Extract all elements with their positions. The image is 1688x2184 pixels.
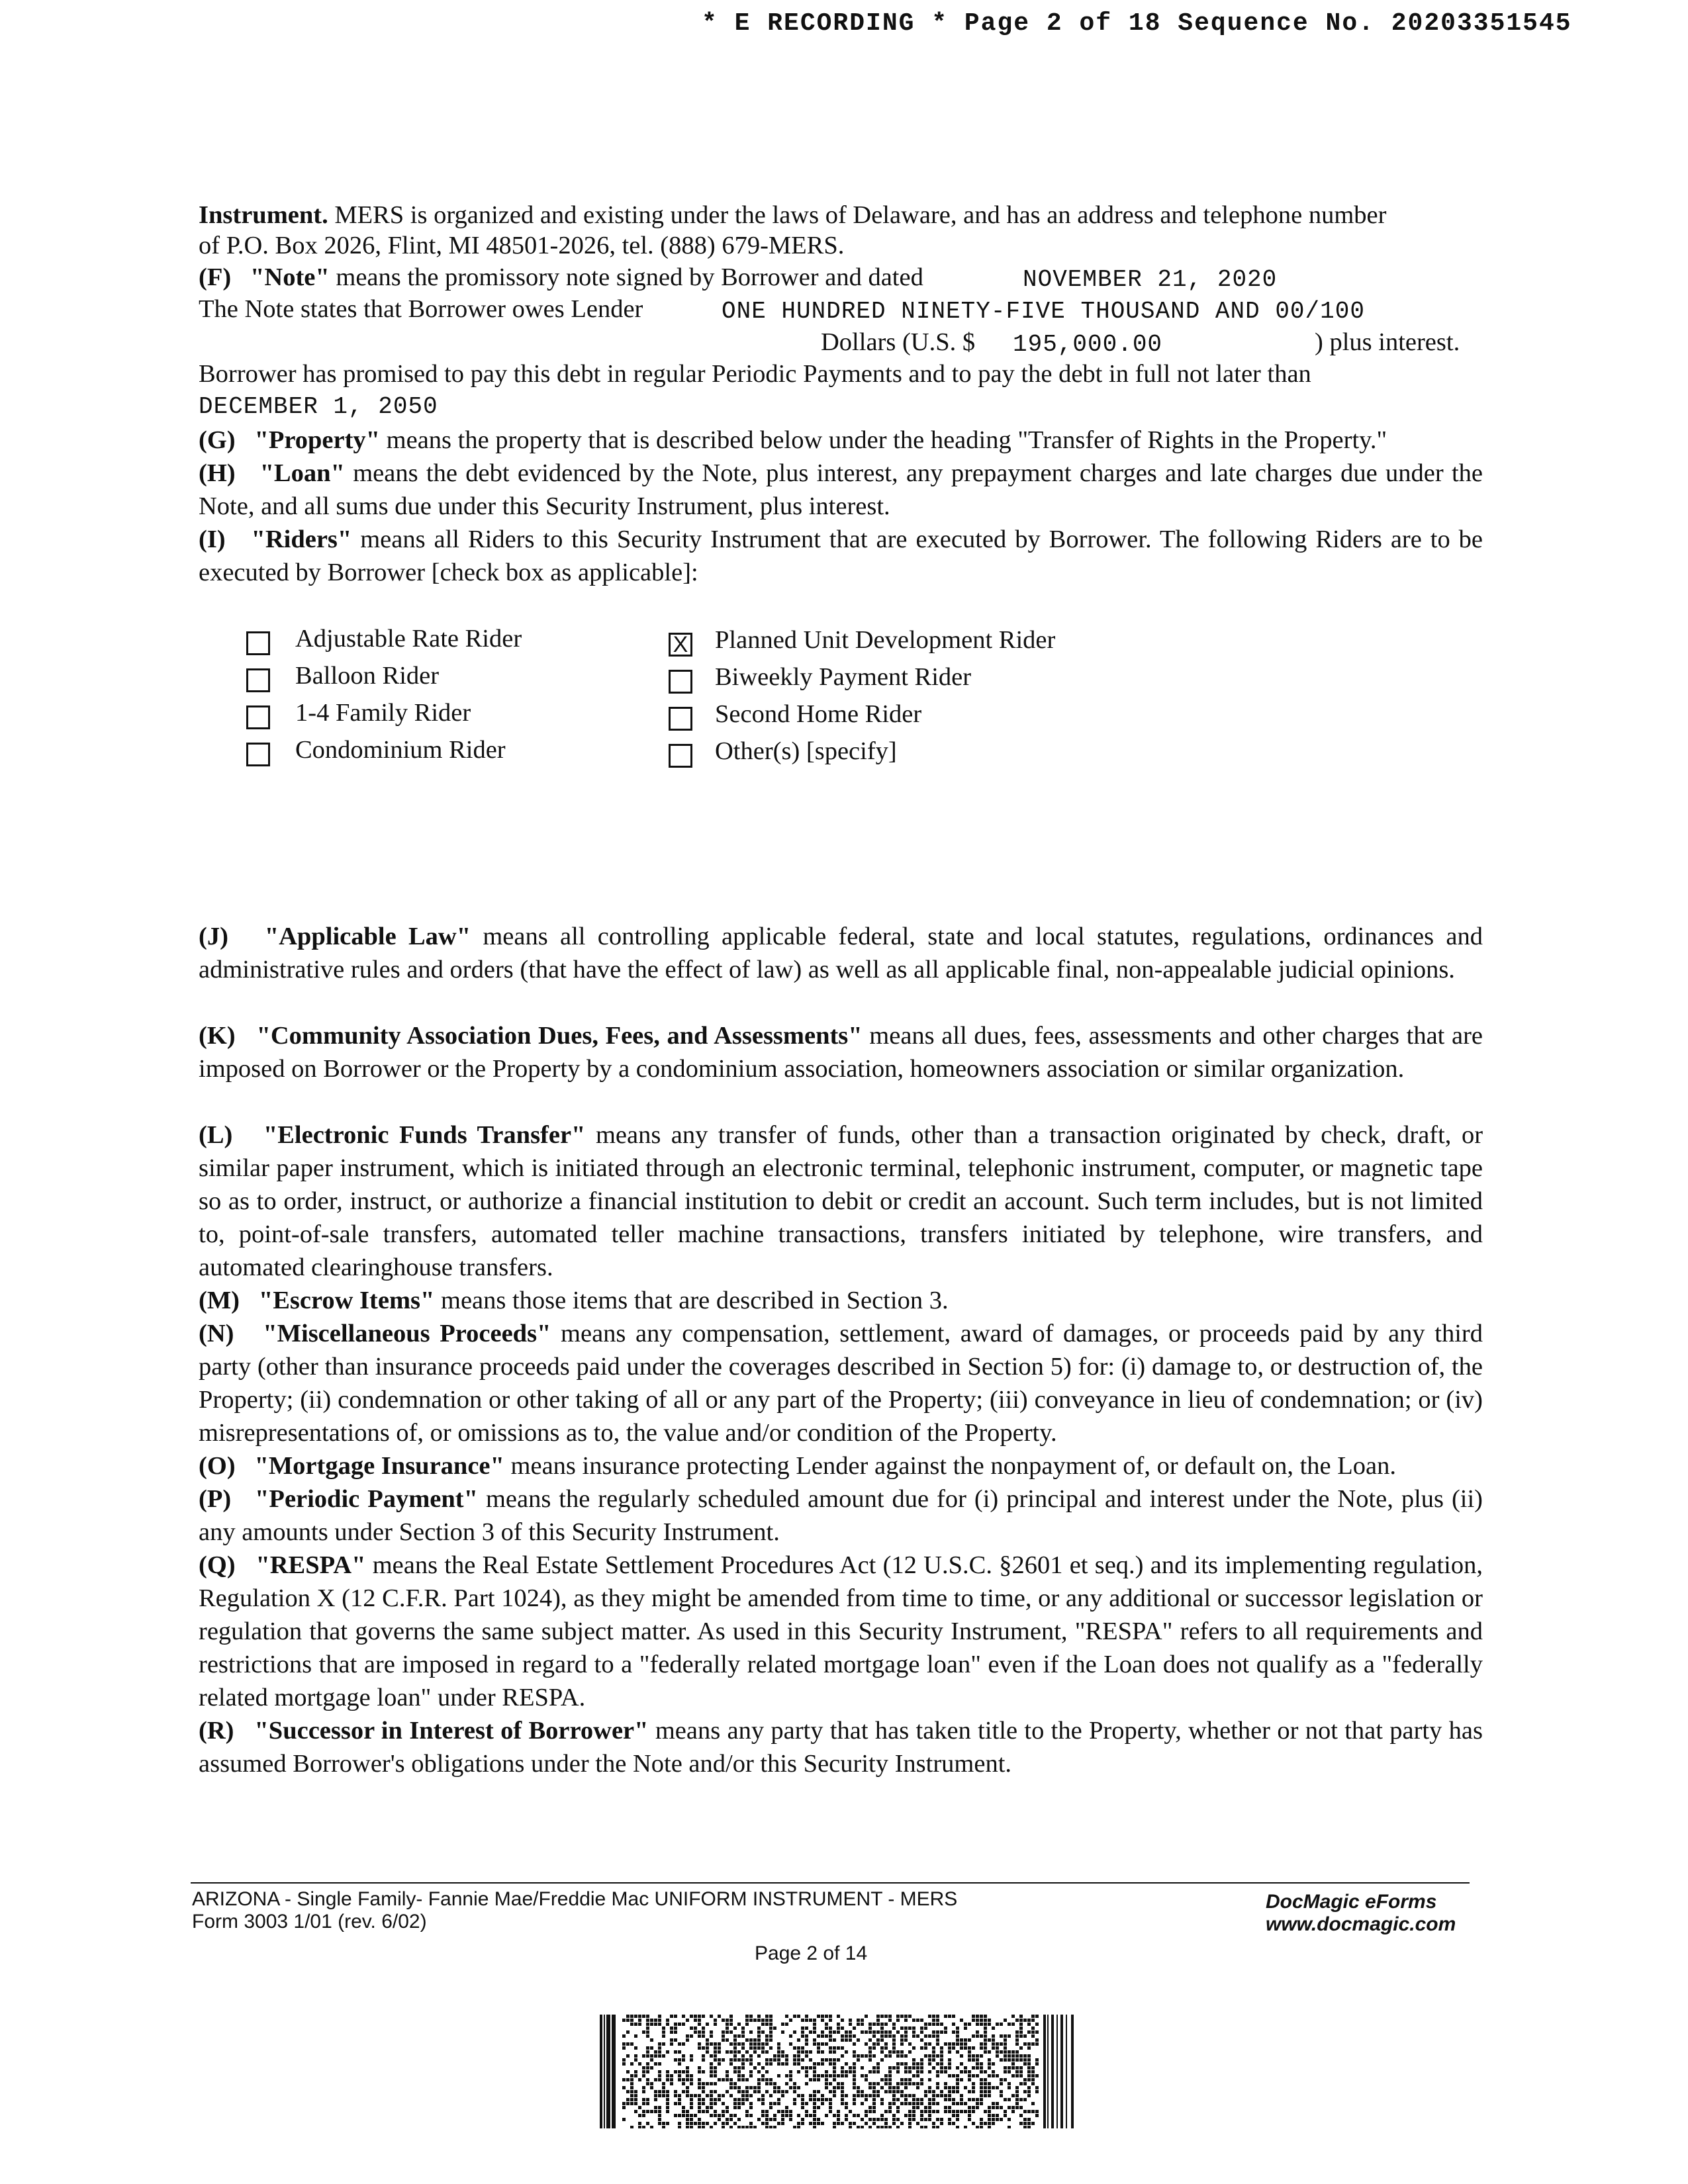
def-letter: (N) — [199, 1320, 234, 1347]
docmagic-website: www.docmagic.com — [1266, 1913, 1456, 1935]
def-text: means all Riders to this Security Instrument that are executed by Borrower. The following Riders are to be executed by Borrower [check box as applicable]: — [199, 525, 1483, 586]
def-term: "Successor in Interest of Borrower" — [254, 1717, 649, 1745]
amount-words: ONE HUNDRED NINETY-FIVE THOUSAND AND 00/100 — [722, 298, 1365, 325]
def-text: means insurance protecting Lender against the nonpayment of, or default on, the Loan. — [504, 1452, 1396, 1480]
rider-label: Balloon Rider — [295, 662, 440, 690]
def-text: means the regularly scheduled amount due for (i) principal and interest under the Note, plus (ii) any amounts under Section 3 of this Security Instrument. — [199, 1485, 1483, 1546]
def-letter: (J) — [199, 923, 228, 950]
docmagic-logo: DocMagic eForms — [1266, 1891, 1437, 1913]
def-letter: (P) — [199, 1485, 232, 1513]
rider-checkbox-1-4-family[interactable] — [246, 705, 270, 729]
intro-lead: Instrument. — [199, 201, 328, 229]
def-i — [199, 523, 1483, 589]
def-n — [199, 1317, 1483, 1449]
def-letter: (G) — [199, 426, 236, 454]
def-term: "Note" — [250, 263, 330, 291]
def-letter: (Q) — [199, 1551, 236, 1579]
def-term: "Electronic Funds Transfer" — [263, 1121, 586, 1149]
footer-divider — [191, 1882, 1470, 1884]
rider-checkbox-planned-unit-development[interactable]: X — [669, 633, 692, 657]
rider-label: Second Home Rider — [715, 700, 922, 728]
recording-header: * E RECORDING * Page 2 of 18 Sequence No. 20203351545 — [702, 9, 1572, 38]
def-text: means all dues, fees, assessments and other charges that are imposed on Borrower or the Property by a condominium association, homeowners association or similar organization. — [199, 1022, 1483, 1083]
rider-checkbox-second-home[interactable] — [669, 707, 692, 731]
def-term: "Escrow Items" — [258, 1287, 435, 1314]
rider-label: Biweekly Payment Rider — [715, 663, 972, 691]
def-letter: (O) — [199, 1452, 236, 1480]
def-m — [199, 1284, 1483, 1317]
def-text: means the Real Estate Settlement Procedures Act (12 U.S.C. §2601 et seq.) and its implementing regulation, Regulation X (12 C.F.R. Part 1024), as they might be amended from time to time, or any additional or successor legislation or regulation that governs the same subject matter. As used in this Security Instrument, "RESPA" refers to all requirements and restrictions that are imposed in regard to a "federally related mortgage loan" even if the Loan does not qualify as a "federally related mortgage loan" under RESPA. — [199, 1551, 1483, 1711]
def-text: means those items that are described in Section 3. — [434, 1287, 949, 1314]
rider-label: Condominium Rider — [295, 736, 506, 764]
def-h — [199, 457, 1483, 523]
intro-text-2: of P.O. Box 2026, Flint, MI 48501-2026, tel. (888) 679-MERS. — [199, 232, 845, 259]
barcode — [600, 2015, 1076, 2128]
def-text: means the property that is described below under the heading "Transfer of Rights in the Property." — [380, 426, 1387, 454]
def-text: means the debt evidenced by the Note, plus interest, any prepayment charges and late charges due under the Note, and all sums due under this Security Instrument, plus interest. — [199, 459, 1483, 520]
def-o — [199, 1449, 1483, 1482]
def-letter: (L) — [199, 1121, 233, 1149]
rider-checkbox-balloon[interactable] — [246, 668, 270, 692]
def-g — [199, 424, 1483, 457]
def-text: means any transfer of funds, other than a transaction originated by check, draft, or similar paper instrument, which is initiated through an electronic terminal, telephonic instrument, computer, or magnetic tape so as to order, instruct, or authorize a financial institution to debit or credit an account. Such term includes, but is not limited to, point-of-sale transfers, automated teller machine transactions, transfers initiated by telephone, wire transfers, and automated clearinghouse transfers. — [199, 1121, 1483, 1281]
rider-label: Planned Unit Development Rider — [715, 626, 1056, 654]
def-term: "Property" — [254, 426, 381, 454]
def-text: means any party that has taken title to the Property, whether or not that party has assumed Borrower's obligations under the Note and/or this Security Instrument. — [199, 1717, 1483, 1778]
def-letter: (M) — [199, 1287, 240, 1314]
def-q — [199, 1549, 1483, 1714]
def-text: means all controlling applicable federal, state and local statutes, regulations, ordinances and administrative rules and orders (that have the effect of law) as well as all applicable final, non-appealable judicial opinions. — [199, 923, 1483, 983]
def-term: "Periodic Payment" — [255, 1485, 478, 1513]
rider-label: Other(s) [specify] — [715, 737, 897, 765]
loan-amount: 195,000.00 — [1013, 331, 1163, 358]
def-term: "Mortgage Insurance" — [254, 1452, 504, 1480]
def-letter: (F) — [199, 263, 232, 291]
def-term: "Applicable Law" — [264, 923, 471, 950]
def-letter: (H) — [199, 459, 236, 487]
rider-label: 1-4 Family Rider — [295, 699, 471, 727]
def-term: "RESPA" — [256, 1551, 366, 1579]
def-text: means the promissory note signed by Borrower and dated — [329, 263, 923, 291]
def-k — [199, 1019, 1483, 1085]
def-term: "Riders" — [251, 525, 352, 553]
maturity-date: DECEMBER 1, 2050 — [199, 393, 438, 420]
def-letter: (I) — [199, 525, 226, 553]
def-term: "Loan" — [259, 459, 345, 487]
def-l — [199, 1118, 1483, 1284]
def-term: "Miscellaneous Proceeds" — [263, 1320, 551, 1347]
def-letter: (K) — [199, 1022, 236, 1050]
note-date: NOVEMBER 21, 2020 — [1023, 266, 1278, 293]
def-j — [199, 920, 1483, 986]
plus-interest: ) plus interest. — [1315, 328, 1460, 356]
rider-label: Adjustable Rate Rider — [295, 625, 522, 653]
def-p — [199, 1482, 1483, 1549]
intro-text-1: MERS is organized and existing under the laws of Delaware, and has an address and telephone number — [328, 201, 1387, 229]
intro-line-1 — [199, 199, 1386, 232]
rider-checkbox-adjustable-rate[interactable] — [246, 631, 270, 655]
dollars-label: Dollars (U.S. $ — [821, 328, 976, 356]
form-number: Form 3003 1/01 (rev. 6/02) — [192, 1911, 427, 1933]
page-number: Page 2 of 14 — [755, 1942, 868, 1964]
def-letter: (R) — [199, 1717, 234, 1745]
form-title: ARIZONA - Single Family- Fannie Mae/Freddie Mac UNIFORM INSTRUMENT - MERS — [192, 1888, 958, 1910]
def-f-line-3: Borrower has promised to pay this debt in regular Periodic Payments and to pay the debt in full not later than — [199, 360, 1311, 388]
rider-checkbox-condominium[interactable] — [246, 743, 270, 766]
rider-checkbox-biweekly-payment[interactable] — [669, 670, 692, 694]
rider-checkbox-others[interactable] — [669, 744, 692, 768]
def-text: means any compensation, settlement, award of damages, or proceeds paid by any third party (other than insurance proceeds paid under the coverages described in Section 5) for: (i) damage to, or destruction of, the Property; (ii) condemnation or other taking of all or any part of the Property; (iii) conveyance in lieu of condemnation; or (iv) misrepresentations of, or omissions as to, the value and/or condition of the Property. — [199, 1320, 1483, 1447]
def-term: "Community Association Dues, Fees, and Assessments" — [256, 1022, 863, 1050]
def-f-line-2: The Note states that Borrower owes Lender — [199, 295, 643, 323]
def-r — [199, 1714, 1483, 1780]
def-f-line-1 — [199, 261, 923, 294]
